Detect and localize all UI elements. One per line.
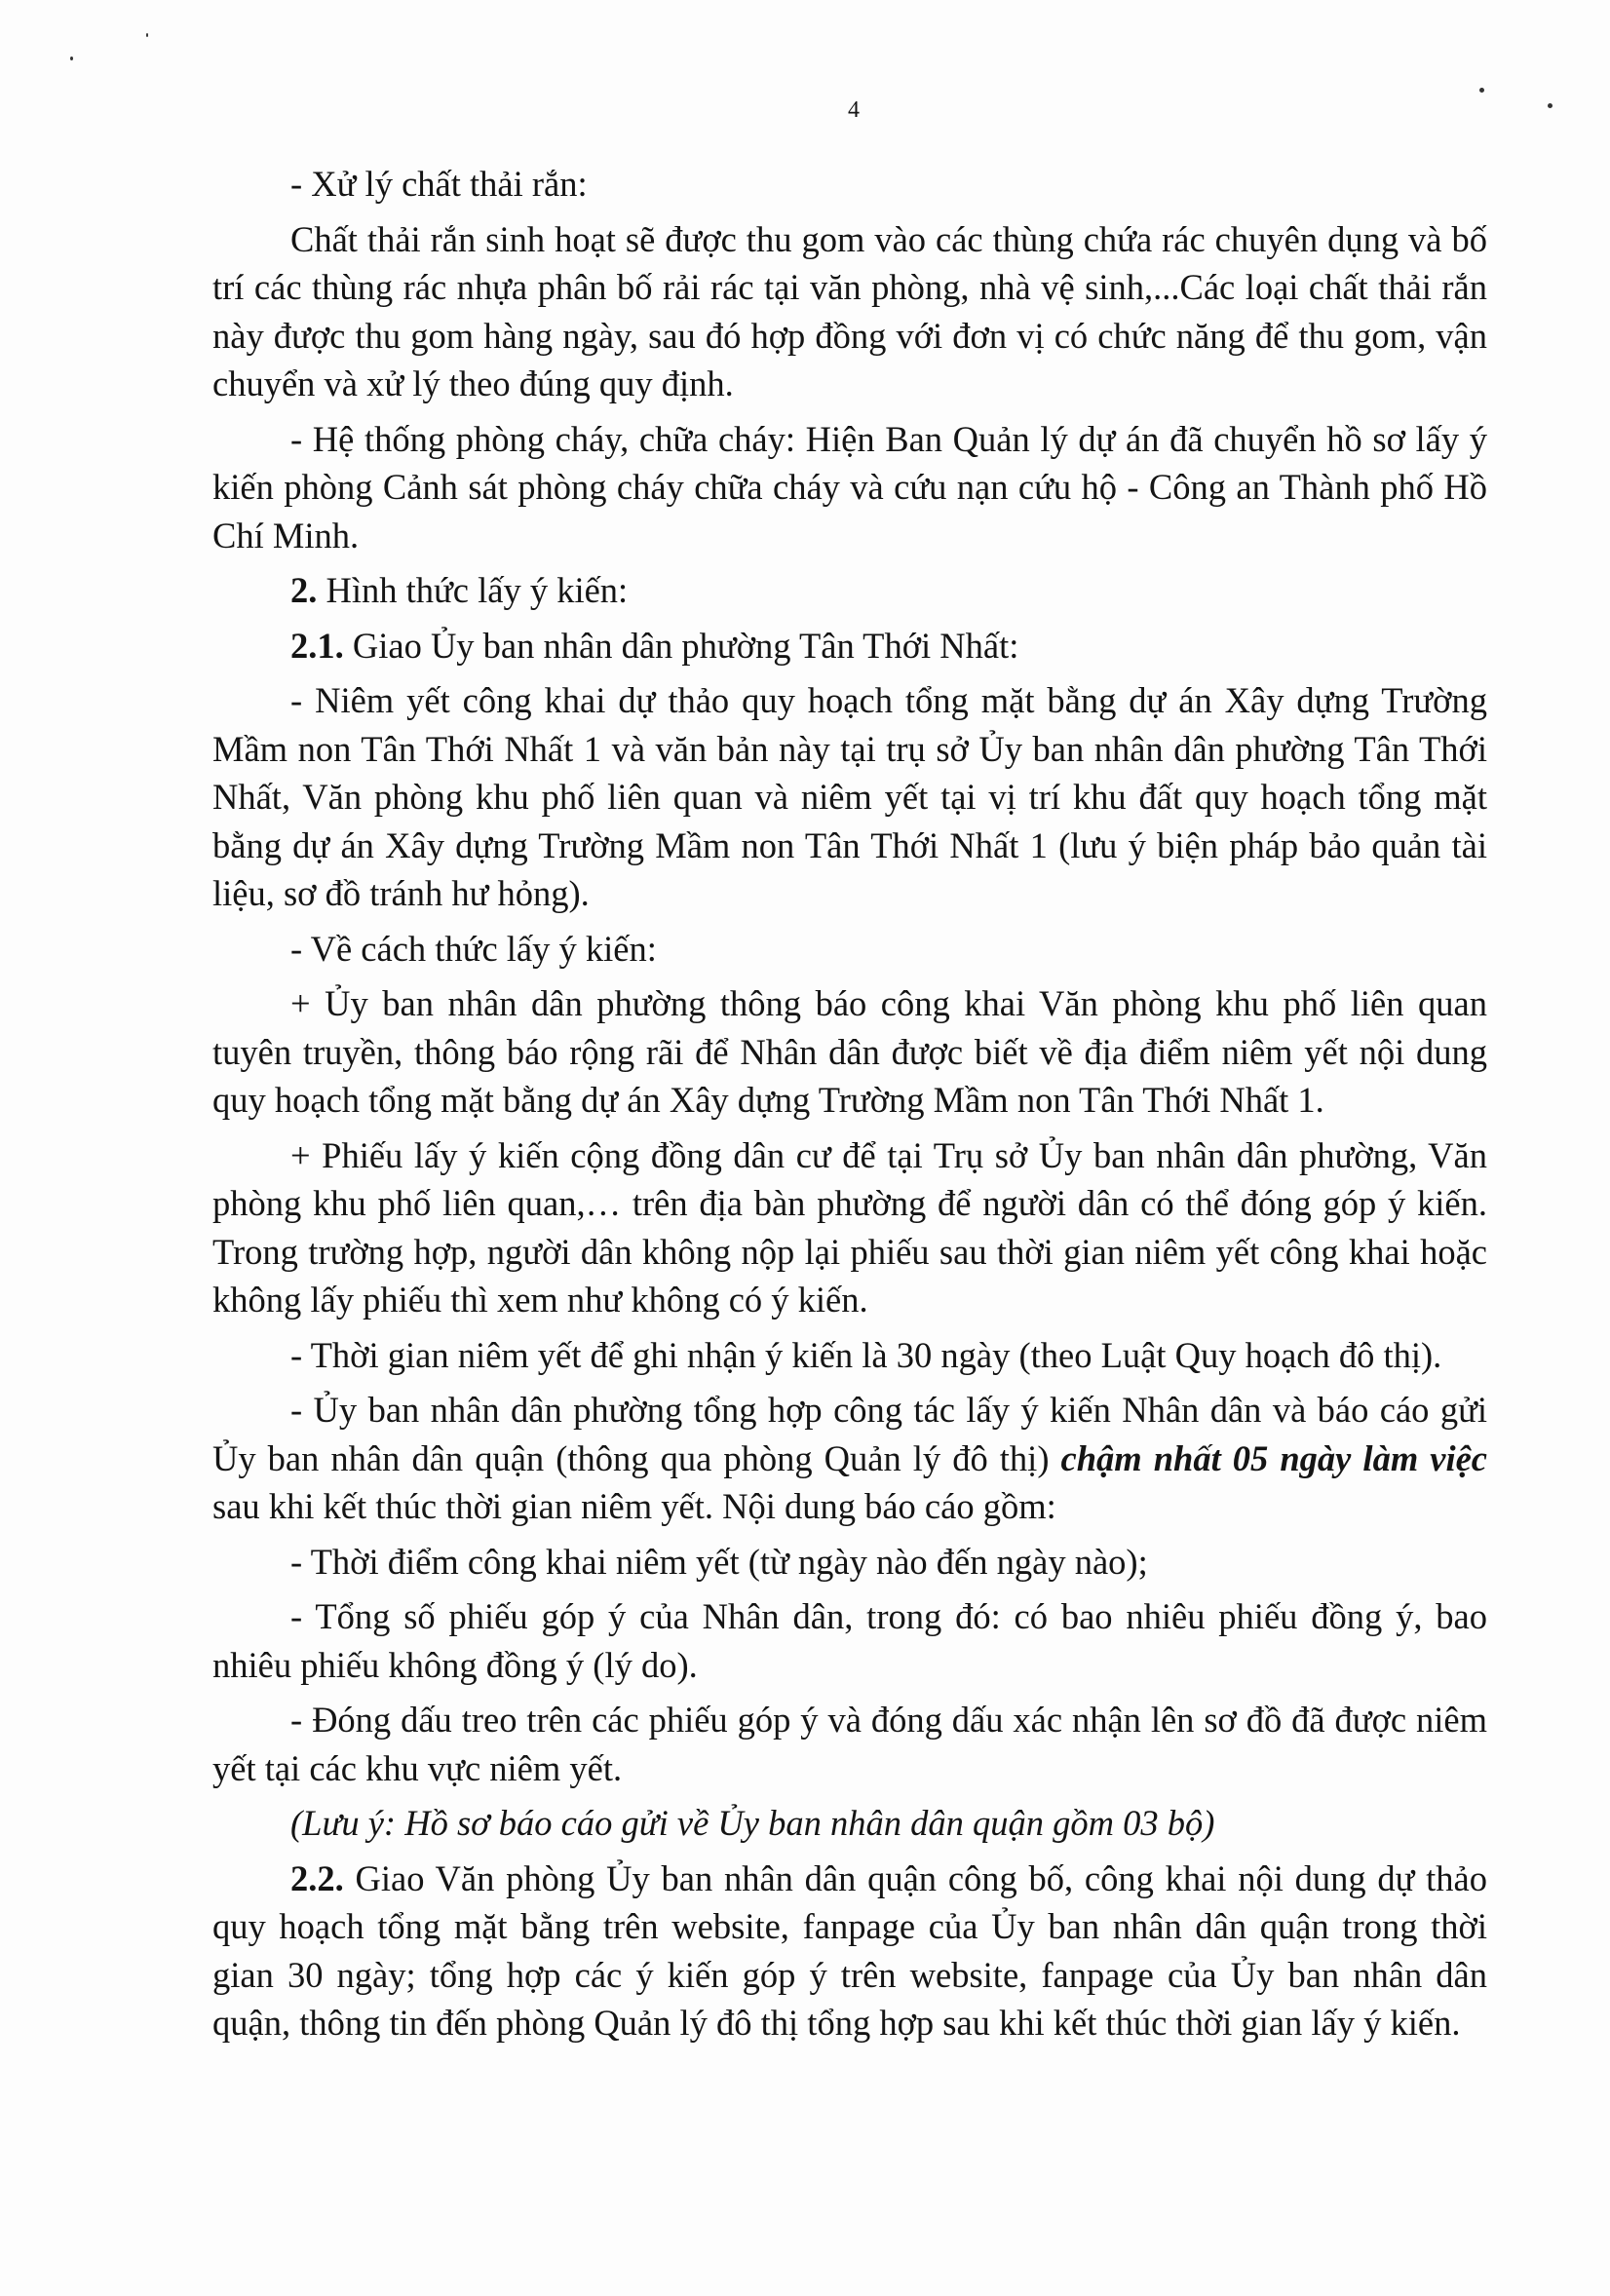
- document-body: [212, 160, 1487, 2054]
- paragraph: - Niêm yết công khai dự thảo quy hoạch tổng mặt bằng dự án Xây dựng Trường Mầm non Tân Thới Nhất 1 và văn bản này tại trụ sở Ủy ban nhân dân phường Tân Thới Nhất, Văn phòng khu phố liên quan và niêm yết tại vị trí khu đất quy hoạch tổng mặt bằng dự án Xây dựng Trường Mầm non Tân Thới Nhất 1 (lưu ý biện pháp bảo quản tài liệu, sơ đồ tránh hư hỏng).: [212, 680, 1487, 913]
- scan-speck: [70, 57, 73, 60]
- text-run: Giao Văn phòng Ủy ban nhân dân quận công bố, công khai nội dung dự thảo quy hoạch tổng mặt bằng trên website, fanpage của Ủy ban nhân dân quận trong thời gian 30 ngày; tổng hợp các ý kiến góp ý trên website, fanpage của Ủy ban nhân dân quận, thông tin đến phòng Quản lý đô thị tổng hợp sau khi kết thúc thời gian lấy ý kiến.: [212, 1857, 1487, 2043]
- subsection-number: 2.1.: [290, 625, 344, 666]
- text-run: - Ủy ban nhân dân phường tổng hợp công tác lấy ý kiến Nhân dân và báo cáo gửi Ủy ban nhân dân quận (thông qua phòng Quản lý đô thị): [212, 1390, 1487, 1478]
- subsection-number: 2.2.: [290, 1857, 344, 1898]
- section-title: Hình thức lấy ý kiến:: [317, 570, 629, 610]
- paragraph: [212, 1386, 1487, 1531]
- subsection-heading: [212, 622, 1487, 670]
- paragraph: - Hệ thống phòng cháy, chữa cháy: Hiện Ban Quản lý dự án đã chuyển hồ sơ lấy ý kiến phòng Cảnh sát phòng cháy chữa cháy và cứu nạn cứu hộ - Công an Thành phố Hồ Chí Minh.: [212, 418, 1487, 555]
- paragraph: - Đóng dấu treo trên các phiếu góp ý và đóng dấu xác nhận lên sơ đồ đã được niêm yết tại các khu vực niêm yết.: [212, 1700, 1487, 1788]
- scan-speck: [146, 33, 148, 37]
- paragraph: - Xử lý chất thải rắn:: [290, 164, 588, 204]
- subsection-paragraph: [212, 1855, 1487, 2047]
- page-number: 4: [848, 97, 860, 123]
- paragraph: + Ủy ban nhân dân phường thông báo công khai Văn phòng khu phố liên quan tuyên truyền, thông báo rộng rãi để Nhân dân được biết về địa điểm niêm yết nội dung quy hoạch tổng mặt bằng dự án Xây dựng Trường Mầm non Tân Thới Nhất 1.: [212, 983, 1487, 1120]
- text-run: sau khi kết thúc thời gian niêm yết. Nội dung báo cáo gồm:: [212, 1486, 1056, 1526]
- scan-speck: [1479, 88, 1484, 93]
- paragraph: - Thời điểm công khai niêm yết (từ ngày nào đến ngày nào);: [290, 1541, 1148, 1582]
- paragraph: - Về cách thức lấy ý kiến:: [290, 928, 657, 969]
- deadline-emphasis: chậm nhất 05 ngày làm việc: [1060, 1437, 1488, 1478]
- section-number: 2.: [290, 570, 318, 610]
- note: (Lưu ý: Hồ sơ báo cáo gửi về Ủy ban nhân dân quận gồm 03 bộ): [290, 1803, 1215, 1843]
- subsection-title: Giao Ủy ban nhân dân phường Tân Thới Nhất:: [343, 625, 1019, 666]
- paragraph: - Thời gian niêm yết để ghi nhận ý kiến là 30 ngày (theo Luật Quy hoạch đô thị).: [290, 1334, 1442, 1375]
- paragraph: - Tổng số phiếu góp ý của Nhân dân, trong đó: có bao nhiêu phiếu đồng ý, bao nhiêu phiếu không đồng ý (lý do).: [212, 1596, 1487, 1685]
- paragraph: Chất thải rắn sinh hoạt sẽ được thu gom vào các thùng chứa rác chuyên dụng và bố trí các thùng rác nhựa phân bố rải rác tại văn phòng, nhà vệ sinh,...Các loại chất thải rắn này được thu gom hàng ngày, sau đó hợp đồng với đơn vị có chức năng để thu gom, vận chuyển và xử lý theo đúng quy định.: [212, 218, 1487, 403]
- paragraph: + Phiếu lấy ý kiến cộng đồng dân cư để tại Trụ sở Ủy ban nhân dân phường, Văn phòng khu phố liên quan,… trên địa bàn phường để người dân có thể đóng góp ý kiến. Trong trường hợp, người dân không nộp lại phiếu sau thời gian niêm yết công khai hoặc không lấy phiếu thì xem như không có ý kiến.: [212, 1134, 1487, 1320]
- section-heading: [212, 566, 1487, 615]
